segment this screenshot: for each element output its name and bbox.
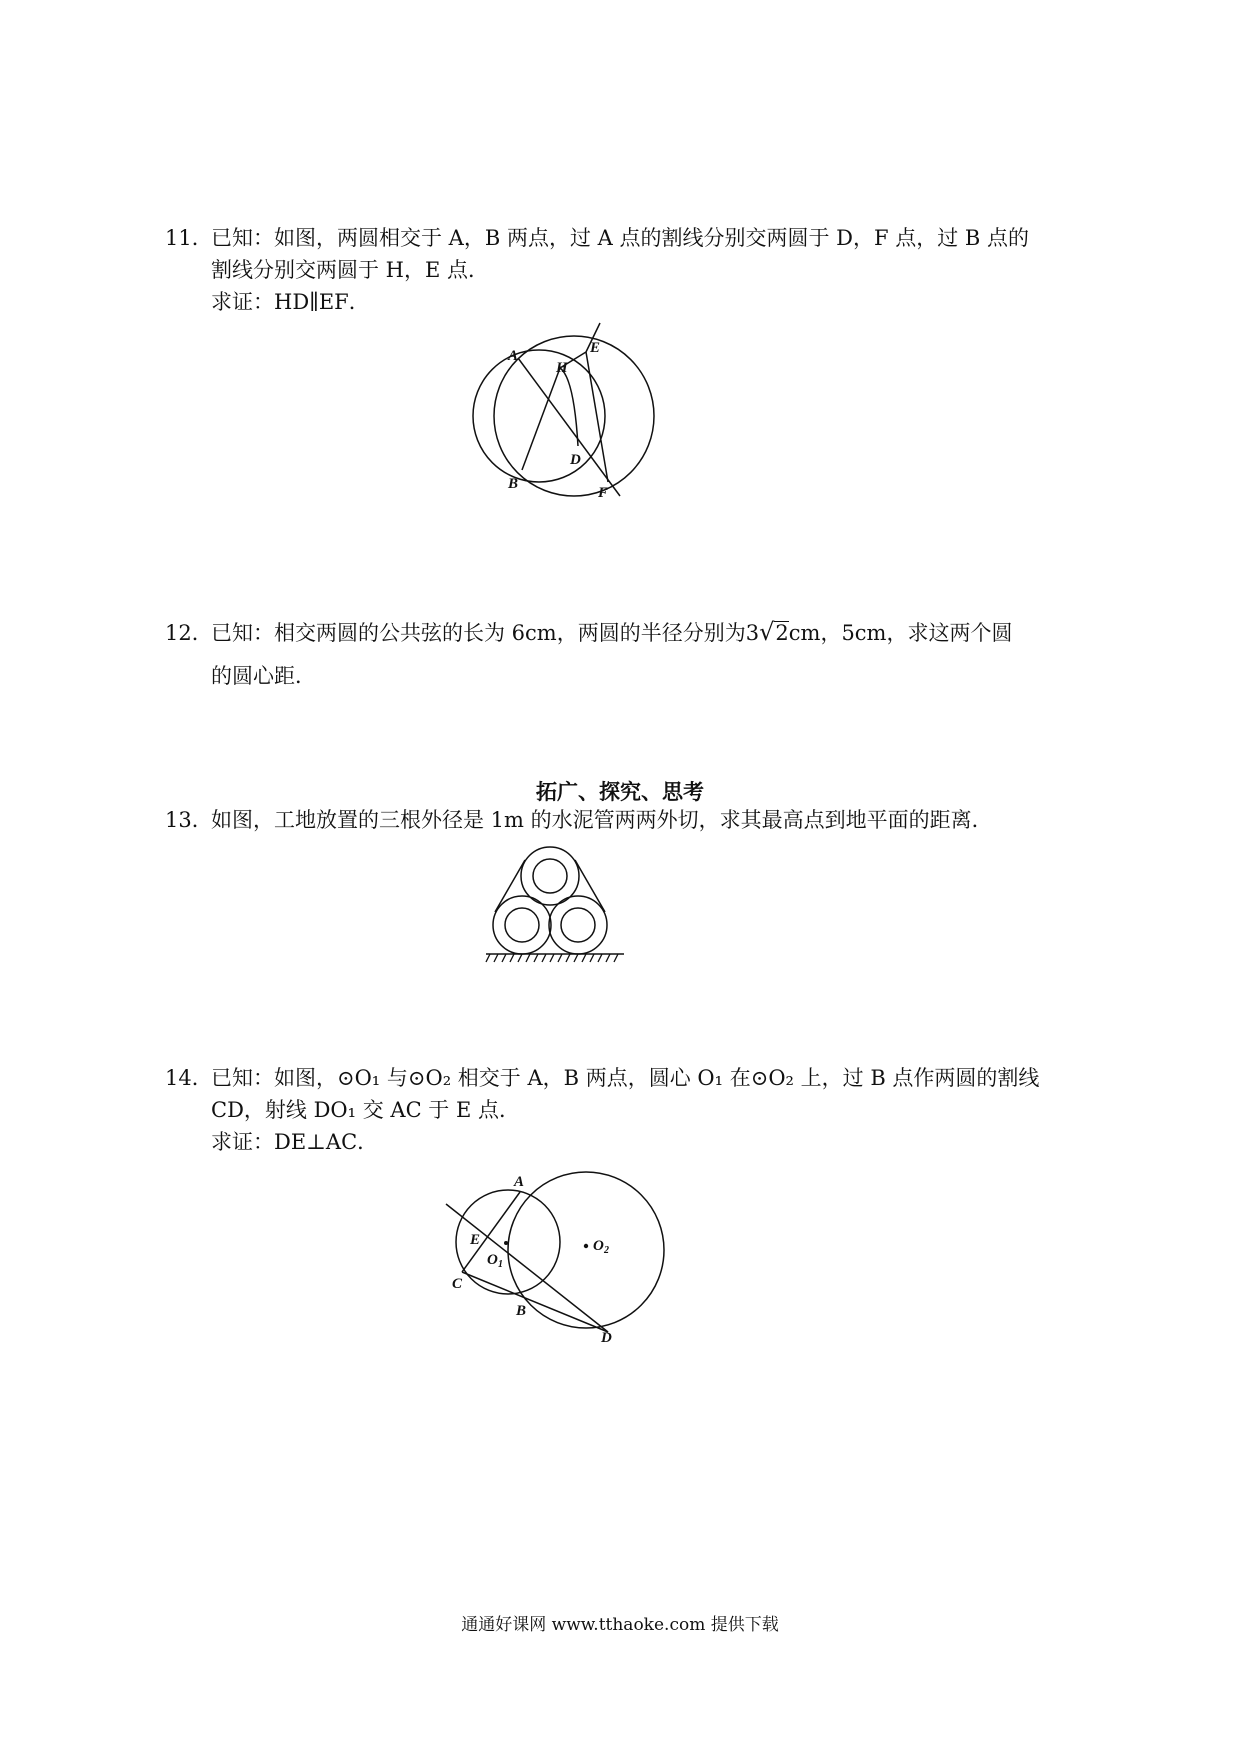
label-b: B xyxy=(516,1303,527,1319)
problem-11-text-2: 割线分别交两圆于 H，E 点． xyxy=(211,258,489,282)
sqrt-sign: √ xyxy=(759,618,775,646)
problem-11-figure xyxy=(470,318,660,508)
problem-12-radicand: 2 xyxy=(775,621,789,645)
band-right xyxy=(575,860,605,912)
problem-14-number: 14． xyxy=(165,1066,213,1090)
problem-14-prove: 求证：DE⊥AC． xyxy=(211,1130,379,1154)
top-pipe-inner xyxy=(533,859,567,893)
label-o2-sub: 2 xyxy=(604,1245,609,1256)
label-o1-sub: 1 xyxy=(498,1259,503,1270)
point-o1 xyxy=(504,1241,508,1245)
ray-do1 xyxy=(446,1204,608,1332)
right-pipe-outer xyxy=(549,896,607,954)
right-pipe-inner xyxy=(561,908,595,942)
problem-14-figure xyxy=(438,1160,670,1345)
left-pipe-outer xyxy=(493,896,551,954)
problem-12-text-1b: cm，5cm，求这两个圆 xyxy=(788,621,1013,645)
ground-hatching xyxy=(486,954,618,962)
footer: 通通好课网 www.tthaoke.com 提供下载 xyxy=(461,1615,779,1635)
problem-12-text-2: 的圆心距． xyxy=(211,664,316,688)
left-pipe-inner xyxy=(505,908,539,942)
problem-13-figure xyxy=(482,840,632,965)
label-a: A xyxy=(508,348,519,364)
problem-14-text-2: CD，射线 DO₁ 交 AC 于 E 点． xyxy=(211,1098,520,1122)
problem-13-line-1 xyxy=(165,806,993,834)
label-b: B xyxy=(508,476,519,492)
label-c: C xyxy=(452,1276,463,1292)
label-h: H xyxy=(556,360,568,376)
problem-13-number: 13． xyxy=(165,808,213,832)
left-circle xyxy=(473,350,605,482)
label-f: F xyxy=(598,485,609,501)
label-e: E xyxy=(470,1232,481,1248)
point-o2 xyxy=(584,1244,588,1248)
problem-12-coef: 3 xyxy=(745,621,760,645)
problem-12-text-1a: 已知：相交两圆的公共弦的长为 6cm，两圆的半径分别为 xyxy=(211,621,746,645)
label-e: E xyxy=(590,340,601,356)
label-d: D xyxy=(601,1330,612,1345)
secant-bh xyxy=(522,368,560,470)
label-o1: O xyxy=(487,1252,498,1268)
section-title: 拓广、探究、思考 xyxy=(536,779,704,804)
secant-cd xyxy=(462,1272,608,1332)
problem-13-text-1: 如图，工地放置的三根外径是 1m 的水泥管两两外切，求其最高点到地平面的距离． xyxy=(211,808,993,832)
problem-12-number: 12． xyxy=(165,621,213,645)
problem-11-number: 11． xyxy=(165,226,213,250)
problem-14-text-1: 已知：如图，⊙O₁ 与⊙O₂ 相交于 A，B 两点，圆心 O₁ 在⊙O₂ 上，过 B 点作两圆的割线 xyxy=(211,1066,1040,1090)
problem-11-line-1 xyxy=(165,224,1029,252)
problem-11-prove: 求证：HD∥EF． xyxy=(211,290,370,314)
problem-12-line-1 xyxy=(165,618,1012,647)
label-d: D xyxy=(570,452,581,468)
label-o2: O xyxy=(593,1238,604,1254)
label-a: A xyxy=(514,1174,525,1190)
problem-11-text-1: 已知：如图，两圆相交于 A，B 两点，过 A 点的割线分别交两圆于 D，F 点，过 B 点的 xyxy=(211,226,1030,250)
problem-14-line-1 xyxy=(165,1064,1039,1092)
band-left xyxy=(495,860,525,912)
